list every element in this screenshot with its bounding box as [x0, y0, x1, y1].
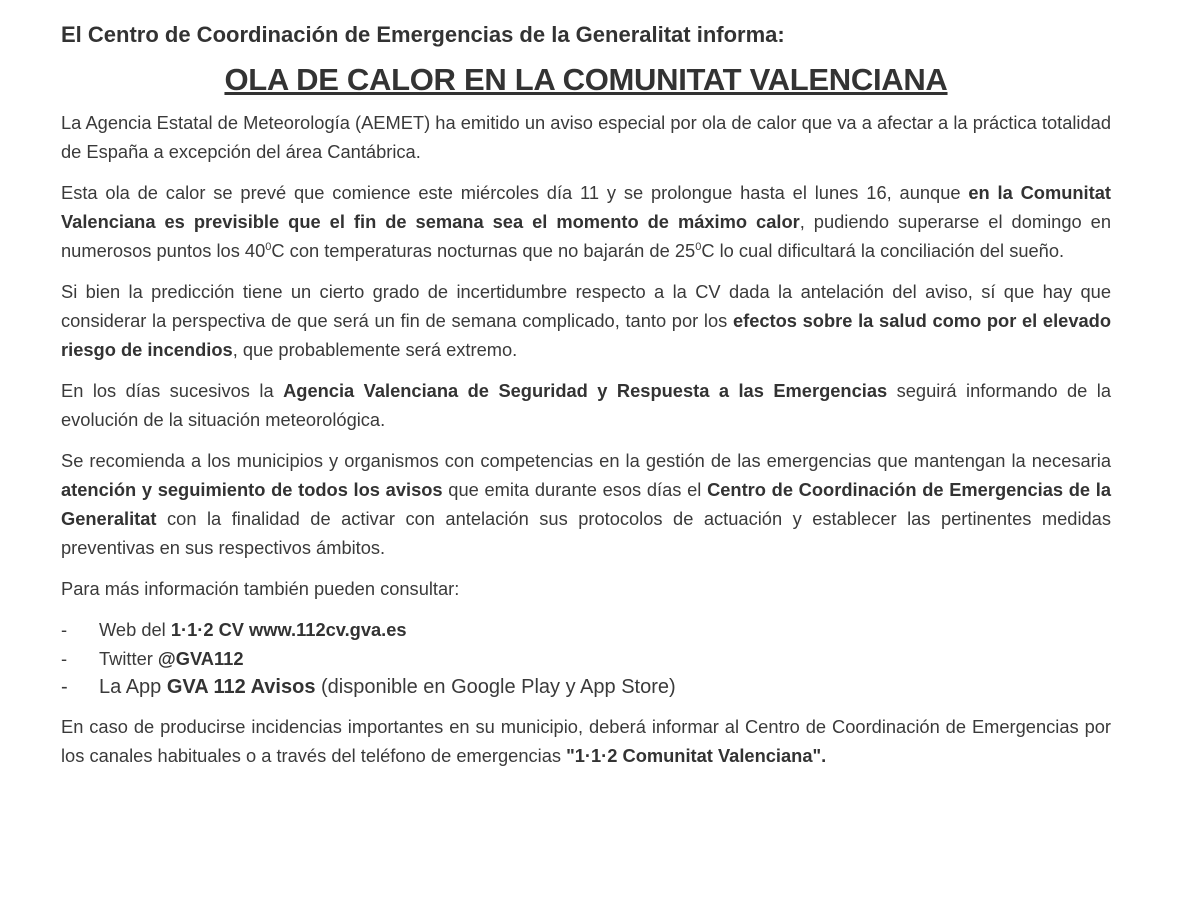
text-run: C lo cual dificultará la conciliación del sueño.: [701, 240, 1065, 261]
info-links-list: [61, 615, 1111, 702]
list-item: [61, 644, 1111, 673]
text-run: , pudiendo superarse el domingo en numerosos puntos los 40: [61, 211, 1111, 261]
bold-text: 1·1·2 CV www.112cv.gva.es: [170, 619, 407, 640]
text-run: Web del: [99, 619, 171, 640]
bold-text: Agencia Valenciana de Seguridad y Respuesta a las Emergencias: [283, 380, 888, 401]
paragraph: [61, 574, 1111, 603]
text-run: Si bien la predicción tiene un cierto grado de incertidumbre respecto a la CV dada la antelación del aviso, sí que hay que considerar la perspectiva de que será un fin de semana complicado, tanto por los: [61, 281, 1111, 331]
text-run: La App: [99, 676, 167, 698]
list-item: [61, 615, 1111, 644]
list-item: [61, 673, 1111, 702]
bold-text: efectos sobre la salud como por el elevado riesgo de incendios: [61, 310, 1112, 360]
text-run: C con temperaturas nocturnas que no bajarán de 25: [271, 240, 696, 261]
list-dash: -: [61, 648, 68, 669]
header: El Centro de Coordinación de Emergencias de la Generalitat informa:: [61, 22, 785, 47]
text-run: En los días sucesivos la: [61, 380, 284, 401]
text-run: Para más información también pueden consultar:: [61, 578, 460, 599]
bold-text: atención y seguimiento de todos los avisos: [61, 479, 443, 500]
text-run: Twitter: [99, 648, 158, 669]
bold-text: @GVA112: [157, 648, 244, 669]
bold-text: en la Comunitat Valenciana es previsible que el fin de semana sea el momento de máximo calor: [61, 182, 1111, 232]
text-run: Esta ola de calor se prevé que comience este miércoles día 11 y se prolongue hasta el lunes 16, aunque: [61, 182, 969, 203]
text-run: , que probablemente será extremo.: [232, 339, 518, 360]
paragraph: [61, 108, 1111, 166]
text-run: La Agencia Estatal de Meteorología (AEMET) ha emitido un aviso especial por ola de calor que va a afectar a la práctica totalidad de España a excepción del área Cantábrica.: [61, 112, 1111, 162]
bold-text: Centro de Coordinación de Emergencias de la Generalitat: [61, 479, 1111, 529]
paragraph: [61, 376, 1111, 434]
list-dash: -: [61, 676, 68, 698]
superscript: 0: [695, 240, 702, 253]
body-paragraphs: [61, 108, 1111, 603]
paragraph: [61, 178, 1111, 265]
paragraph: [61, 277, 1111, 364]
closing-paragraph: [61, 712, 1111, 770]
bold-text: "1·1·2 Comunitat Valenciana".: [566, 745, 827, 766]
text-run: (disponible en Google Play y App Store): [315, 676, 676, 698]
list-dash: -: [61, 619, 68, 640]
superscript: 0: [265, 240, 272, 253]
text-run: con la finalidad de activar con antelación sus protocolos de actuación y establecer las pertinentes medidas preventivas en sus respectivos ámbitos.: [61, 508, 1111, 558]
text-run: que emita durante esos días el: [442, 479, 708, 500]
text-run: seguirá informando de la evolución de la situación meteorológica.: [61, 380, 1111, 430]
page-title: OLA DE CALOR EN LA COMUNITAT VALENCIANA: [224, 62, 948, 97]
text-run: En caso de producirse incidencias importantes en su municipio, deberá informar al Centro de Coordinación de Emergencias por los canales habituales o a través del teléfono de emergencias: [61, 716, 1111, 766]
bold-text: GVA 112 Avisos: [166, 676, 316, 698]
text-run: Se recomienda a los municipios y organismos con competencias en la gestión de las emergencias que mantengan la necesaria: [61, 450, 1111, 471]
document: [61, 22, 1111, 782]
paragraph: [61, 446, 1111, 562]
